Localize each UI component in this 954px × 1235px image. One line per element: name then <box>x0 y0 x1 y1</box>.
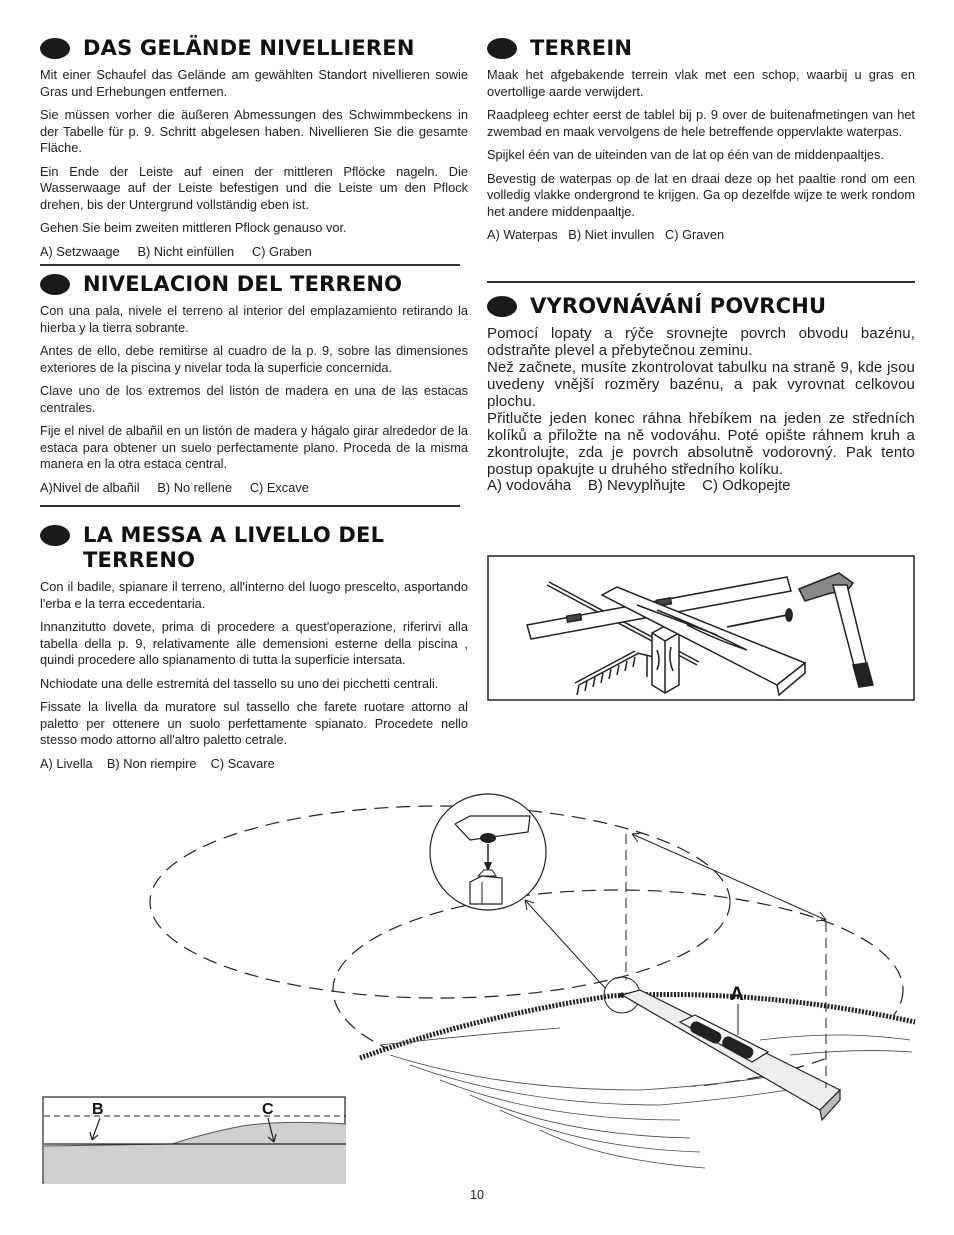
legend-options: A) Waterpas B) Niet invullen C) Graven <box>487 227 725 242</box>
section-it-header <box>40 523 468 573</box>
paragraph: Innanzitutto dovete, prima di procedere a quest'operazione, riferirvi alla tabella della p. 9, relativamente alle demensioni esterne della piscina , quindi procedere allo spianamento di tutta la superficie intersata. <box>40 619 468 667</box>
legend-options: A) vodováha B) Nevyplňujte C) Odkopejte <box>487 477 791 494</box>
legend-options: A)Nivel de albañil B) No rellene C) Excave <box>40 479 309 495</box>
paragraph: Raadpleeg echter eerst de tablel bij p. 9 over de buitenafmetingen van het zwembad en maak vervolgens de hele betreffende oppervlakte waterpas. <box>487 107 915 139</box>
section-it-title: LA MESSA A LIVELLO DEL TERRENO <box>83 523 385 572</box>
paragraph: Fissate la livella da muratore sul tassello che farete ruotare attorno al paletto per ottenere un suolo perfettamente spianato. Procedete nello stesso modo attorno all'altro paletto cetrale. <box>40 699 468 747</box>
paragraph: Antes de ello, debe remitirse al cuadro de la p. 9, sobre las dimensiones exteriores de la piscina y nivelar toda la superficie concernida. <box>40 343 468 375</box>
paragraph: Nchiodate una delle estremitá del tassello su uno dei picchetti centrali. <box>40 675 439 691</box>
section-cz-title: VYROVNÁVÁNÍ POVRCHU <box>530 294 827 318</box>
section-es-header <box>40 272 468 297</box>
paragraph: Mit einer Schaufel das Gelände am gewählten Standort nivellieren sowie Gras und Erhebungen entfernen. <box>40 67 468 99</box>
legend-options: A) Setzwaage B) Nicht einfüllen C) Graben <box>40 243 312 259</box>
paragraph: Maak het afgebakende terrein vlak met een schop, waarbij u gras en overtollige aarde verwijdert. <box>487 67 915 99</box>
bullet-dot-icon <box>40 38 70 59</box>
detail-magnifier <box>430 794 546 910</box>
divider <box>40 264 460 266</box>
label-b: B <box>92 1101 104 1118</box>
section-es <box>40 272 468 496</box>
legend-options: A) Livella B) Non riempire C) Scavare <box>40 755 275 771</box>
paragraph: Gehen Sie beim zweiten mittleren Pflock genauso vor. <box>40 220 347 235</box>
cross-section-inset <box>42 1096 348 1186</box>
paragraph: Přitlučte jeden konec ráhna hřebíkem na jeden ze středních kolíků a přiložte na ně vodováhu. Poté opište ráhnem kruh a zkontrolujte, zda je povrch absolutně vodorovný. Pak tento postup opakujte u druhého středního kolíku. <box>487 410 915 478</box>
paragraph: Con una pala, nivele el terreno al interior del emplazamiento retirando la hierba y la tierra sobrante. <box>40 303 468 335</box>
bullet-dot-icon <box>40 525 70 546</box>
paragraph: Ein Ende der Leiste auf einen der mittleren Pflöcke nageln. Die Wasserwaage auf der Leiste befestigen und die Leiste um den Pflock drehen, bis der Untergrund vollständig eben ist. <box>40 163 468 212</box>
paragraph: Sie müssen vorher die äußeren Abmessungen des Schwimmbeckens in der Tabelle für p. 9. Schritt abgelesen haben. Nivellieren Sie die gesamte Fläche. <box>40 107 468 155</box>
section-de-header <box>40 36 468 61</box>
bullet-dot-icon <box>40 274 70 295</box>
paragraph: Než začnete, musíte zkontrolovat tabulku na straně 9, kde jsou uvedeny vnější rozměry bazénu, a pak vyrovnat celkovou plochu. <box>487 359 915 410</box>
section-de <box>40 36 468 260</box>
paragraph: Spijkel één van de uiteinden van de lat op één van de middenpaaltjes. <box>487 147 884 162</box>
section-de-title: DAS GELÄNDE NIVELLIEREN <box>83 36 415 60</box>
stake-icon <box>652 625 679 693</box>
divider <box>487 281 915 283</box>
section-nl-header <box>487 36 915 61</box>
divider <box>40 505 460 507</box>
label-a: A <box>730 984 744 1005</box>
tools-illustration <box>487 555 915 701</box>
section-es-title: NIVELACION DEL TERRENO <box>83 272 403 296</box>
paragraph: Bevestig de waterpas op de lat en draai deze op het paaltie rond om een volledig vlakke ondergrond te krijgen. Ga op dezelfde wijze te werk rondom het andere middenpaaltje. <box>487 170 915 219</box>
paragraph: Pomocí lopaty a rýče srovnejte povrch obvodu bazénu, odstraňte plevel a přebytečnou zeminu. <box>487 325 915 359</box>
section-cz-header <box>487 294 915 319</box>
section-nl <box>487 36 915 243</box>
label-c: C <box>262 1101 274 1118</box>
section-cz <box>487 294 915 494</box>
bullet-dot-icon <box>487 296 517 317</box>
paragraph: Clave uno de los extremos del listón de madera en una de las estacas centrales. <box>40 383 468 415</box>
bullet-dot-icon <box>487 38 517 59</box>
section-nl-title: TERREIN <box>530 36 633 60</box>
paragraph: Fije el nivel de albañil en un listón de madera y hágalo girar alrededor de la estaca para obtener un suelo perfectamente plano. Proceda de la misma manera en la otra estaca central. <box>40 423 468 471</box>
page-number: 10 <box>470 1188 484 1202</box>
section-it <box>40 523 468 772</box>
paragraph: Con il badile, spianare il terreno, all'interno del luogo prescelto, asportando l'erba e la terra eccedentaria. <box>40 579 468 611</box>
